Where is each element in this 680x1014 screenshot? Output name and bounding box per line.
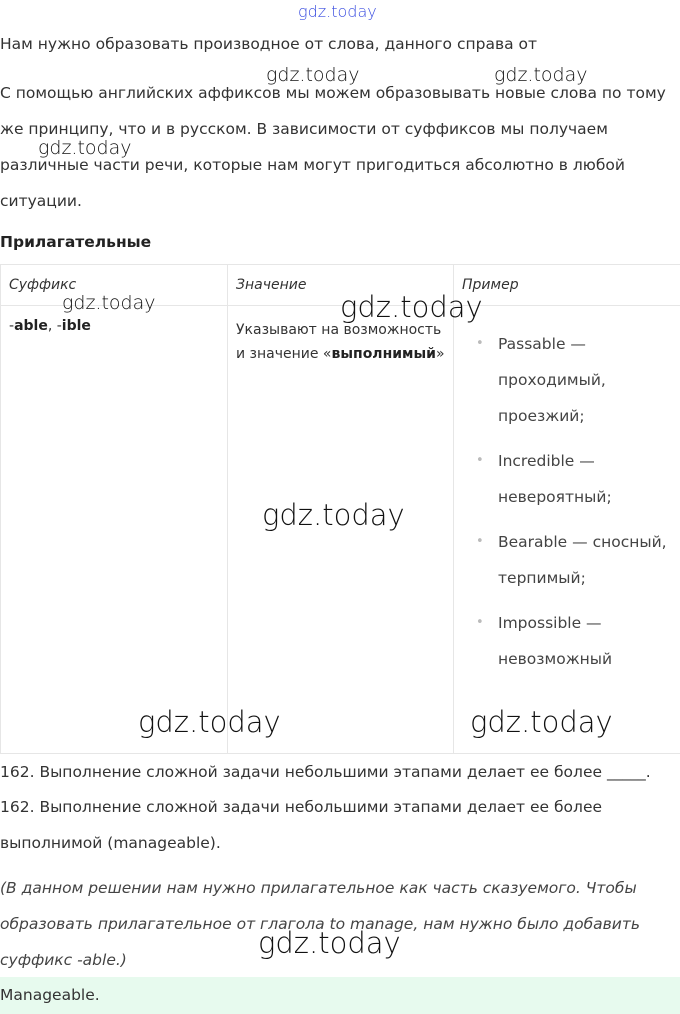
suffix-ible: ible [61, 318, 91, 334]
watermark: gdz.today [494, 64, 588, 86]
watermark: gdz.today [62, 292, 156, 314]
table-header-row [1, 265, 680, 306]
exercise-note: (В данном решении нам нужно прилагательное как часть сказуемого. Чтобы образовать прилагательное от глагола to manage, нам нужно было добавить суффикс -able.) [0, 879, 641, 969]
watermark: gdz.today [38, 137, 132, 159]
meaning-close: » [435, 346, 445, 362]
suffix-dash: - [9, 318, 15, 334]
watermark: gdz.today [470, 705, 613, 739]
watermark: gdz.today [138, 705, 281, 739]
cell-meaning [228, 306, 454, 754]
list-item: • Bearable — сносный, терпимый; [498, 524, 672, 596]
meaning-text: Указывают на возможность и значение « [236, 322, 442, 362]
watermark: gdz.today [258, 926, 401, 960]
exercise-question: 162. Выполнение сложной задачи небольшими этапами делает ее более _____. [0, 763, 651, 781]
header-example: Пример [454, 265, 680, 306]
suffix-separator: , - [47, 318, 62, 334]
list-item: • Passable — проходимый, проезжий; [498, 326, 672, 434]
explanation-text: С помощью английских аффиксов мы можем образовывать новые слова по тому же принципу, что и в русском. В зависимости от суффиксов мы получаем различные части речи, которые нам могут пригодиться абсолютно в любой ситуации. [0, 84, 666, 210]
example-list [462, 326, 672, 677]
answer-box: Manageable. [0, 977, 680, 1014]
header-meaning: Значение [228, 265, 454, 306]
list-item: • Incredible — невероятный; [498, 443, 672, 515]
header-suffix: Суффикс [1, 265, 228, 306]
watermark: gdz.today [340, 290, 483, 324]
suffix-able: able [14, 318, 48, 334]
suffix-table [0, 264, 680, 754]
cell-examples [454, 306, 680, 754]
exercise-solution: 162. Выполнение сложной задачи небольшими этапами делает ее более выполнимой (manageable). [0, 798, 603, 852]
site-logo-watermark: gdz.today [298, 2, 377, 21]
task-text: Нам нужно образовать производное от слова, данного справа от [0, 35, 538, 53]
table-row [1, 306, 680, 754]
section-heading-adjectives: Прилагательные [0, 233, 152, 251]
watermark: gdz.today [262, 498, 405, 532]
cell-suffix [1, 306, 228, 754]
watermark: gdz.today [266, 64, 360, 86]
meaning-bold: выполнимый [331, 346, 436, 362]
list-item: • Impossible — невозможный [498, 605, 672, 677]
